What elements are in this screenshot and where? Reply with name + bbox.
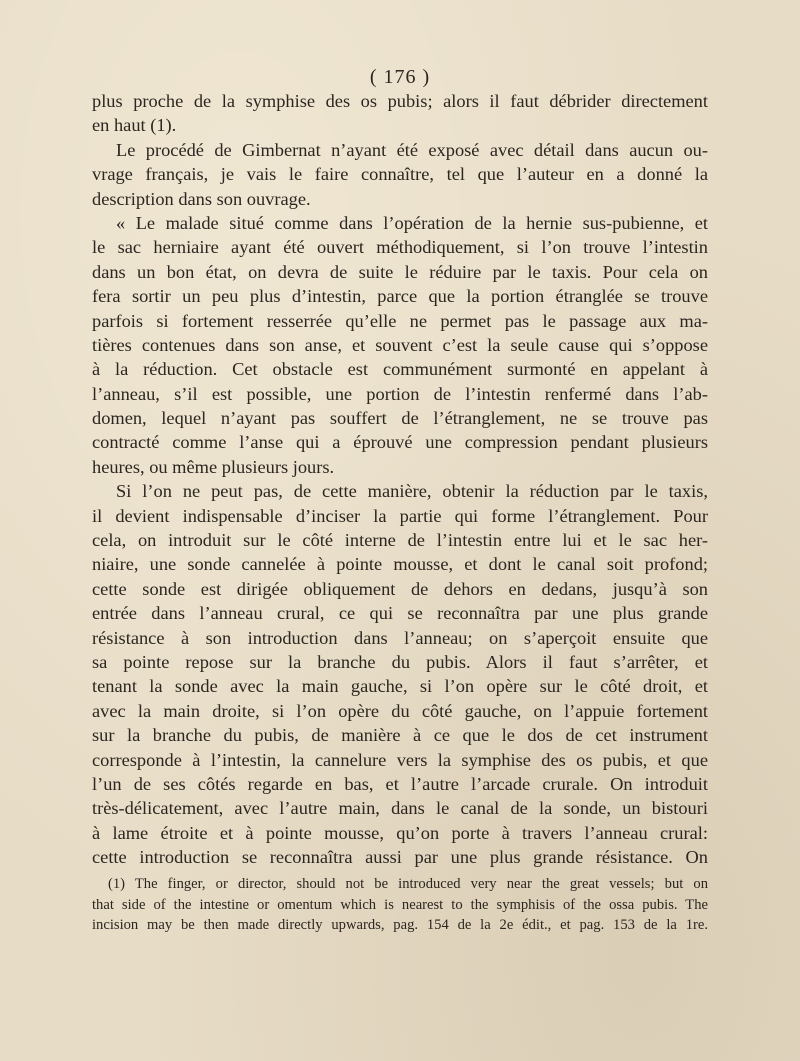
text-line: à la réduction. Cet obstacle est communément surmonté en appelant à [92, 359, 708, 380]
text-line: entrée dans l’anneau crural, ce qui se reconnaîtra par une plus grande [92, 603, 708, 624]
footnote-line: (1) The finger, or director, should not be introduced very near the great vessels; but on [108, 876, 708, 892]
text-line: l’un de ses côtés regarde en bas, et l’autre l’arcade crurale. On introduit [92, 773, 708, 794]
text-line: avec la main droite, si l’on opère du côté gauche, on l’appuie fortement [92, 700, 708, 721]
text-line: vrage français, je vais le faire connaître, tel que l’auteur en a donné la [92, 164, 708, 185]
text-line: contracté comme l’anse qui a éprouvé une compression pendant plusieurs [92, 432, 708, 453]
text-line: parfois si fortement resserrée qu’elle ne permet pas le passage aux ma- [92, 310, 708, 331]
text-line: plus proche de la symphise des os pubis; alors il faut débrider directement [92, 91, 708, 111]
text-line: dans un bon état, on devra de suite le réduire par le taxis. Pour cela on [92, 261, 708, 282]
text-line: le sac herniaire ayant été ouvert méthodiquement, si l’on trouve l’intestin [92, 237, 708, 258]
text-line: Si l’on ne peut pas, de cette manière, obtenir la réduction par le taxis, [116, 481, 708, 502]
text-line: il devient indispensable d’inciser la partie qui forme l’étranglement. Pour [92, 505, 708, 526]
text-line: fera sortir un peu plus d’intestin, parce que la portion étranglée se trouve [92, 286, 708, 307]
text-line: l’anneau, s’il est possible, une portion de l’intestin renfermé dans l’ab- [92, 383, 708, 404]
text-line: cela, on introduit sur le côté interne de l’intestin entre lui et le sac her- [92, 530, 708, 551]
text-line: « Le malade situé comme dans l’opération de la hernie sus-pubienne, et [116, 212, 708, 233]
text-line: sa pointe repose sur la branche du pubis. Alors il faut s’arrêter, et [92, 651, 708, 672]
text-line: cette introduction se reconnaîtra aussi par une plus grande résistance. On [92, 847, 708, 868]
text-line: Le procédé de Gimbernat n’ayant été exposé avec détail dans aucun ou- [116, 139, 708, 160]
text-line: en haut (1). [92, 115, 177, 136]
footnote-line: that side of the intestine or omentum which is nearest to the symphisis of the ossa pubis. The [92, 896, 708, 913]
page-number: ( 176 ) [369, 66, 431, 88]
body-text [92, 89, 708, 870]
text-line: résistance à son introduction dans l’anneau; on s’aperçoit ensuite que [92, 627, 708, 648]
text-line: tières contenues dans son anse, et souvent c’est la seule cause qui s’oppose [92, 334, 708, 355]
footnote-line: incision may be then made directly upwards, pag. 154 de la 2e édit., et pag. 153 de la 1re. [92, 917, 708, 933]
text-line: heures, ou même plusieurs jours. [92, 456, 335, 477]
text-line: sur la branche du pubis, de manière à ce que le dos de cet instrument [92, 725, 708, 746]
text-line: description dans son ouvrage. [92, 188, 311, 209]
text-line: domen, lequel n’ayant pas souffert de l’étranglement, ne se trouve pas [92, 408, 708, 429]
text-line: à lame étroite et à pointe mousse, qu’on porte à travers l’anneau crural: [92, 822, 708, 843]
text-line: corresponde à l’intestin, la cannelure vers la symphise des os pubis, et que [92, 749, 708, 770]
text-line: tenant la sonde avec la main gauche, si l’on opère sur le côté droit, et [92, 676, 708, 697]
text-line: cette sonde est dirigée obliquement de dehors en dedans, jusqu’à son [92, 578, 708, 599]
text-line: très-délicatement, avec l’autre main, dans le canal de la sonde, un bistouri [92, 798, 708, 819]
footnote [92, 874, 708, 936]
text-line: niaire, une sonde cannelée à pointe mousse, et dont le canal soit profond; [92, 554, 708, 575]
